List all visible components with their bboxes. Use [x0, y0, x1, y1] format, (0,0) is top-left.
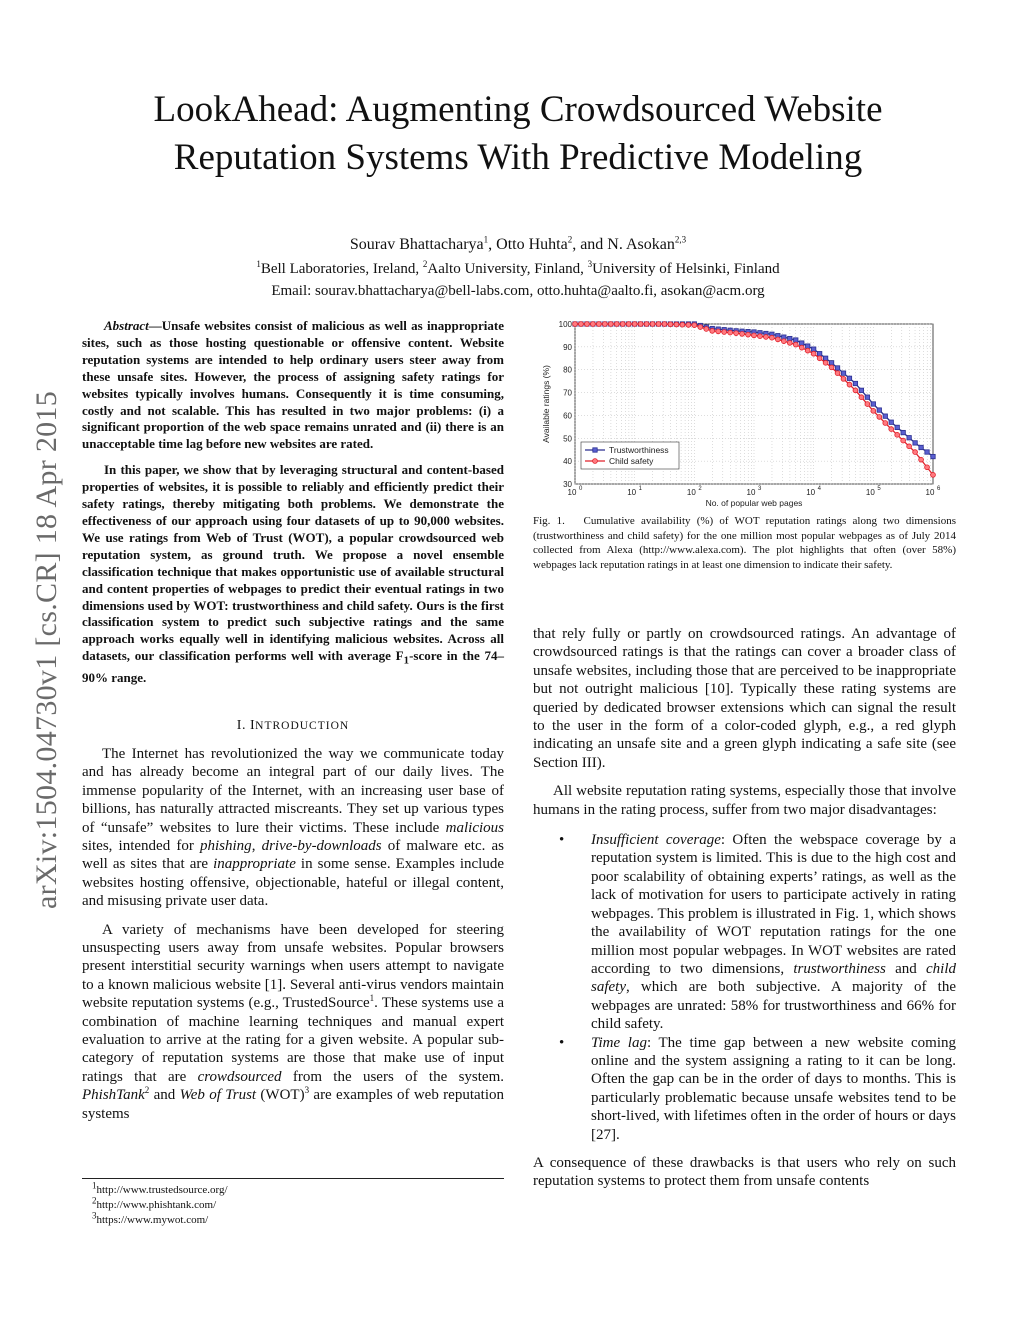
abstract-p2-text: In this paper, we show that by leveraging structural and content-based properties of websites, it is possible to reliably and efficiently predict their safety ratings, thereby mitigating both problems. We demonstrate the effectiveness of our approach using four datasets of up to 90,000 websites. We use ratings from Web of Trust (WOT), a popular crowdsourced web reputation system, as ground truth. We propose a novel ensemble classification technique that makes opportunistic use of available structural and content properties of webpages to predict their eventual ratings in two dimensions used by WOT: trustworthiness and child safety. Ours is the first classification system to predict such subjective ratings and the same approach works equally well in identifying malicious websites. Across all datasets, our classification performs well with average F — [82, 462, 504, 664]
data-point-child-safety — [656, 322, 661, 327]
bullet-1-child: child safety — [591, 960, 956, 996]
y-tick-label: 80 — [563, 365, 572, 375]
data-point-trustworthiness — [907, 436, 911, 440]
legend-marker-square — [593, 448, 597, 452]
data-point-child-safety — [596, 322, 601, 327]
author-list: Sourav Bhattacharya$^1$, Otto Huhta$^2$, and N. Asokan$^{2,3}$ — [349, 234, 687, 253]
x-tick-exponent: 3 — [758, 486, 762, 492]
data-point-child-safety — [859, 395, 864, 400]
x-tick-label: 10 — [925, 488, 935, 497]
data-point-child-safety — [579, 322, 584, 327]
data-point-child-safety — [841, 376, 846, 381]
data-point-child-safety — [638, 322, 643, 327]
data-point-trustworthiness — [925, 450, 929, 454]
affiliations — [100, 261, 936, 278]
footnote-ref-3: 3 — [304, 1085, 310, 1096]
data-point-child-safety — [710, 328, 715, 333]
data-point-child-safety — [829, 365, 834, 370]
x-axis-label: No. of popular web pages — [705, 498, 803, 508]
x-tick-exponent: 2 — [698, 486, 702, 492]
author-1-affil: 1 — [483, 234, 489, 245]
affil-2: Aalto University, Finland, — [427, 261, 584, 277]
data-point-child-safety — [835, 371, 840, 376]
data-point-trustworthiness — [847, 376, 851, 380]
data-point-child-safety — [740, 332, 745, 337]
data-point-child-safety — [817, 356, 822, 361]
data-point-trustworthiness — [806, 344, 810, 348]
data-point-child-safety — [662, 322, 667, 327]
data-point-child-safety — [626, 322, 631, 327]
author-1: Sourav Bhattacharya — [349, 236, 484, 253]
data-point-child-safety — [620, 322, 625, 327]
data-point-child-safety — [919, 457, 924, 462]
bullet-insufficient-coverage — [533, 831, 956, 1033]
affil-2-num: 2 — [422, 259, 428, 269]
data-point-trustworthiness — [859, 388, 863, 392]
intro-p1-d: of malware etc. as well as sites that are — [82, 837, 505, 873]
intro-p1-b: sites, intended for — [82, 837, 200, 854]
data-point-child-safety — [865, 402, 870, 407]
data-point-child-safety — [734, 331, 739, 336]
data-point-child-safety — [644, 322, 649, 327]
data-point-trustworthiness — [841, 371, 845, 375]
x-tick-exponent: 5 — [877, 486, 881, 492]
data-point-child-safety — [805, 348, 810, 353]
affil-3: University of Helsinki, Finland — [592, 261, 780, 277]
y-axis-label: Available ratings (%) — [541, 365, 551, 443]
x-tick-label: 10 — [806, 488, 816, 497]
data-point-child-safety — [680, 322, 685, 327]
data-point-trustworthiness — [931, 454, 935, 458]
x-tick-exponent: 1 — [638, 486, 643, 492]
intro-p1-drive-by: drive-by-downloads — [261, 837, 382, 854]
footnote-3-num: 3 — [92, 1210, 97, 1221]
affil-1: Bell Laboratories, Ireland, — [260, 261, 420, 277]
footnote-ref-2: 2 — [144, 1085, 150, 1096]
data-point-child-safety — [686, 323, 691, 328]
footnote-3 — [82, 1210, 504, 1228]
bullet-2-head: Time lag — [591, 1034, 647, 1051]
data-point-child-safety — [913, 450, 918, 455]
intro-p2 — [82, 921, 504, 1123]
data-point-child-safety — [752, 333, 757, 338]
section-number: I. — [236, 717, 246, 733]
data-point-trustworthiness — [913, 441, 917, 445]
intro-p2-c: from the users of the system. — [281, 1068, 504, 1085]
data-point-child-safety — [889, 427, 894, 432]
data-point-child-safety — [608, 322, 613, 327]
x-tick-label: 10 — [567, 488, 577, 497]
left-column — [82, 318, 504, 1123]
data-point-child-safety — [591, 322, 596, 327]
x-tick-exponent: 4 — [817, 486, 822, 492]
author-2: Otto Huhta — [496, 236, 568, 253]
data-point-child-safety — [758, 334, 763, 339]
figure-label: Fig. 1. — [533, 515, 565, 527]
y-tick-label: 60 — [563, 411, 572, 421]
footnote-1-num: 1 — [92, 1180, 97, 1191]
data-point-trustworthiness — [883, 414, 887, 418]
data-point-child-safety — [716, 329, 721, 334]
abstract-p2 — [82, 462, 504, 686]
intro-p1-inappropriate: inappropriate — [213, 856, 296, 873]
y-tick-label: 100 — [558, 320, 572, 329]
footnote-ref-1: 1 — [369, 993, 375, 1004]
data-point-trustworthiness — [901, 430, 905, 434]
data-point-child-safety — [871, 408, 876, 413]
intro-p1-malicious: malicious — [445, 819, 504, 836]
f1-subscript: 1 — [403, 654, 410, 667]
data-point-child-safety — [632, 322, 637, 327]
data-point-child-safety — [704, 327, 709, 332]
data-point-child-safety — [775, 337, 780, 342]
data-point-child-safety — [883, 421, 888, 426]
bullet-1-head: Insufficient coverage — [591, 832, 721, 849]
affil-3-num: 3 — [587, 259, 593, 269]
legend-label-child-safety: Child safety — [609, 456, 654, 466]
intro-p2-e: (WOT) — [256, 1087, 305, 1104]
data-point-trustworthiness — [794, 338, 798, 342]
abstract-p1-text: —Unsafe websites consist of malicious as well as inappropriate sites, such as those hosting questionable or offensive content. Website reputation systems are intended to help ordinary users steer away from these unsafe sites. However, the process of assigning safety ratings for websites typically involves humans. Consequently it is time consuming, costly and not scalable. This has resulted in two major problems: (i) a significant proportion of the web space remains unrated and (ii) there is an unacceptable time lag before new websites are rated. — [82, 318, 504, 452]
figure-1-chart — [533, 312, 956, 516]
data-point-child-safety — [895, 432, 900, 437]
abstract-p1 — [82, 318, 504, 453]
bullet-time-lag — [533, 1034, 956, 1144]
data-point-child-safety — [907, 444, 912, 449]
intro-p2-wot: Web of Trust — [179, 1087, 257, 1104]
data-point-child-safety — [901, 438, 906, 443]
section-title-initial: I — [249, 717, 256, 733]
legend-marker-circle — [593, 459, 598, 464]
y-tick-label: 40 — [563, 457, 572, 467]
data-point-child-safety — [787, 340, 792, 345]
data-point-child-safety — [573, 322, 578, 327]
intro-p1-a: The Internet has revolutionized the way we communicate today and has already become an integral part of our daily lives. The immense popularity of the Internet, with an increasing user base of billions, has naturally attracted miscreants. They set up various types of “unsafe” websites to lure their victims. These include — [82, 745, 504, 836]
data-point-trustworthiness — [877, 408, 881, 412]
footnote-3-link[interactable]: https://www.mywot.com/ — [96, 1214, 209, 1226]
figure-caption-text: Cumulative availability (%) of WOT reputation ratings along two dimensions (trustworthiness and child safety) for the one million most popular webpages as of July 2014 collected from Alexa (http://www.alexa.com). The plot highlights that often (over 58%) webpages lack reputation ratings in at least one dimension to indicate their safety. — [533, 515, 956, 571]
bullet-2-a: : The time gap between a new website coming online and the system assigning a rating to it can be long. Often the gap can be in the order of days to months. This is particularly problematic because unsafe websites tend to be short-lived, with lifetimes often in the order of hours or days [27]. — [591, 1034, 957, 1143]
intro-p2-phishtank: PhishTank — [82, 1087, 145, 1104]
arxiv-stamp — [22, 350, 72, 950]
chart-svg — [533, 312, 956, 516]
bullet-1-b: and — [885, 960, 926, 977]
data-point-trustworthiness — [835, 366, 839, 370]
intro-p1 — [82, 745, 504, 911]
x-tick-exponent: 0 — [579, 486, 583, 492]
intro-p1-e: in some sense. Examples include websites hosting offensive, objectionable, hateful or illegal content, and misusing private user data. — [82, 856, 505, 910]
data-point-child-safety — [614, 322, 619, 327]
x-tick-label: 10 — [627, 488, 637, 497]
y-tick-label: 70 — [563, 388, 572, 398]
footnote-2-link[interactable]: http://www.phishtank.com/ — [96, 1199, 217, 1211]
footnote-1 — [82, 1180, 504, 1198]
intro-p2-b: . These systems use a combination of machine learning techniques and manual expert evaluation to arrive at the rating for a given website. A popular sub-category of reputation systems are those that make use of input ratings that are — [82, 995, 505, 1085]
right-column-text — [533, 625, 956, 1191]
data-point-child-safety — [770, 335, 775, 340]
data-point-trustworthiness — [800, 341, 804, 345]
data-point-trustworthiness — [889, 420, 893, 424]
data-point-child-safety — [931, 472, 936, 477]
x-tick-label: 10 — [746, 488, 756, 497]
data-point-child-safety — [877, 415, 882, 420]
data-point-trustworthiness — [895, 425, 899, 429]
abstract-lead: Abstract — [104, 318, 149, 333]
data-point-child-safety — [925, 465, 930, 470]
data-point-trustworthiness — [865, 395, 869, 399]
right-p2: All website reputation rating systems, especially those that involve humans in the rating process, suffer from two major disadvantages: — [533, 783, 956, 818]
figure-1-caption — [533, 514, 956, 572]
data-point-trustworthiness — [853, 381, 857, 385]
data-point-trustworthiness — [823, 356, 827, 360]
paper-title: LookAhead: Augmenting Crowdsourced Website Reputation Systems With Predictive Modeling — [153, 89, 883, 178]
bullet-1-c: , which are both subjective. A majority of the webpages are unrated: 58% for trustworthiness and 66% for child safety. — [591, 979, 956, 1033]
data-point-child-safety — [602, 322, 607, 327]
intro-p2-a: A variety of mechanisms have been developed for steering unsuspecting users away from unsafe websites. Popular browsers present interstitial security warnings when users attempt to navigate to a known malicious website [1]. Several anti-virus vendors maintain website reputation systems (e.g., TrustedSource — [82, 921, 504, 1012]
data-point-child-safety — [811, 351, 816, 356]
arxiv-id: arXiv:1504.04730v1 [cs.CR] 18 Apr 2015 — [30, 390, 63, 910]
data-point-trustworthiness — [817, 351, 821, 355]
data-point-child-safety — [650, 322, 655, 327]
data-point-child-safety — [746, 332, 751, 337]
data-point-child-safety — [728, 330, 733, 335]
abstract-p2-end: -score in the 74–90% range. — [82, 648, 505, 685]
data-point-trustworthiness — [829, 361, 833, 365]
disadvantages-list — [533, 831, 956, 1144]
bullet-1-a: : Often the webspace coverage by a reputation system is limited. This is due to the high cost and poor scalability of obtaining experts’ ratings, as well as the lack of motivation for users to participate actively in rating webpages. This problem is illustrated in Fig. 1, which shows the availability of WOT reputation ratings for the one million most popular webpages. In WOT websites are rated according to two dimensions, — [591, 832, 956, 977]
data-point-trustworthiness — [871, 402, 875, 406]
right-p3: A consequence of these drawbacks is that users who rely on such reputation systems to protect them from unsafe contents — [533, 1154, 956, 1190]
affil-1-num: 1 — [256, 259, 261, 269]
footnote-1-link[interactable]: http://www.trustedsource.org/ — [96, 1184, 228, 1196]
x-tick-label: 10 — [865, 488, 875, 497]
y-tick-label: 90 — [563, 342, 572, 352]
data-point-child-safety — [823, 360, 828, 365]
data-point-child-safety — [847, 382, 852, 387]
data-point-child-safety — [692, 323, 697, 328]
intro-p2-crowdsourced: crowdsourced — [197, 1068, 282, 1085]
author-3: and N. Asokan — [580, 236, 675, 253]
footnote-2 — [82, 1195, 504, 1213]
section-title-rest: NTRODUCTION — [255, 719, 350, 732]
section-heading-intro — [82, 717, 504, 735]
data-point-child-safety — [853, 388, 858, 393]
data-point-trustworthiness — [811, 347, 815, 351]
footnotes — [82, 1178, 504, 1228]
data-point-child-safety — [764, 335, 769, 340]
legend-label-trustworthiness: Trustworthiness — [609, 445, 669, 455]
data-point-child-safety — [722, 330, 727, 335]
right-p1: that rely fully or partly on crowdsourced ratings. An advantage of crowdsourced ratings is that the ratings can cover a broader class of unsafe websites, including those that are perceived to be inappropriate but not outright malicious [10]. Typically these rating systems are queried by dedicated browser extensions which can signal the result to the user in the form of a color-coded glyph, e.g., a red glyph indicating an unsafe site and a green glyph indicating a safe site (see Section III). — [533, 626, 956, 771]
bullet-1-trust: trustworthiness — [793, 960, 886, 977]
intro-p2-d: and — [149, 1087, 180, 1104]
author-3-affil: 2,3 — [674, 234, 687, 245]
data-point-child-safety — [793, 342, 798, 347]
data-point-child-safety — [585, 322, 590, 327]
footnote-2-num: 2 — [92, 1195, 97, 1206]
data-point-trustworthiness — [919, 445, 923, 449]
y-tick-label: 30 — [563, 480, 572, 489]
data-point-child-safety — [781, 339, 786, 344]
intro-p2-f: are examples of web reputation systems — [82, 1087, 504, 1122]
author-2-affil: 2 — [567, 234, 573, 245]
x-tick-exponent: 6 — [937, 486, 941, 492]
x-tick-label: 10 — [686, 488, 696, 497]
data-point-child-safety — [799, 345, 804, 350]
intro-p1-c: , — [251, 837, 262, 854]
intro-p1-phishing: phishing — [200, 837, 252, 854]
data-point-child-safety — [674, 322, 679, 327]
email-line: Email: sourav.bhattacharya@bell-labs.com, otto.huhta@aalto.fi, asokan@acm.org — [271, 283, 765, 299]
data-point-child-safety — [698, 325, 703, 330]
data-point-child-safety — [668, 322, 673, 327]
y-tick-label: 50 — [563, 434, 572, 444]
